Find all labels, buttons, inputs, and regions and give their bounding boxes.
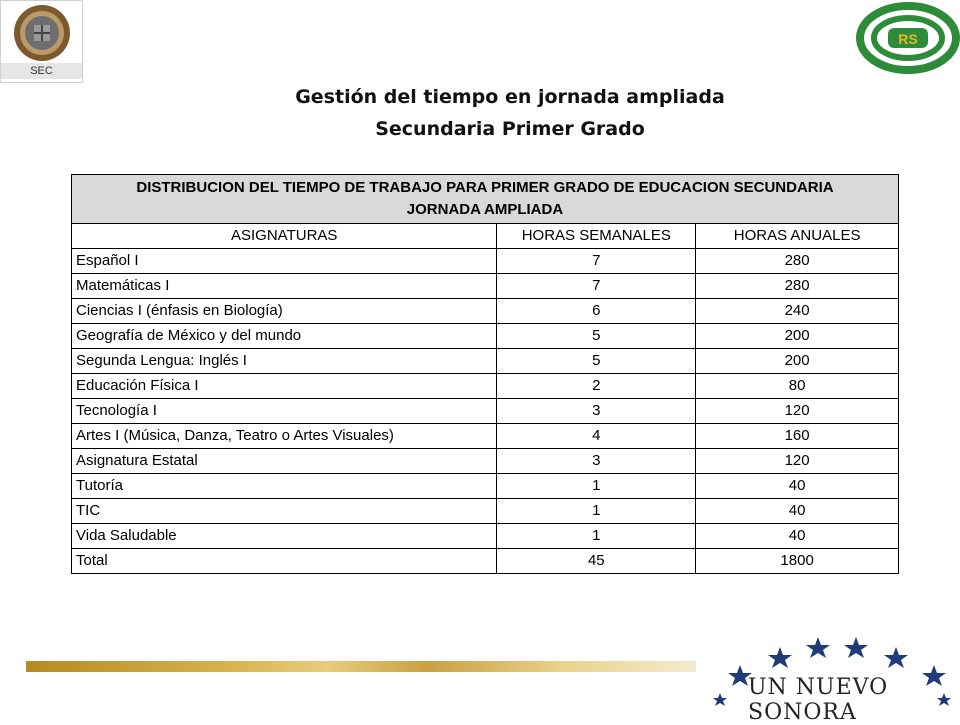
subject-cell: Vida Saludable	[72, 524, 497, 549]
column-header-annual: HORAS ANUALES	[696, 224, 899, 249]
gold-divider-bar	[26, 661, 696, 672]
table-row	[72, 299, 899, 324]
table-row	[72, 549, 899, 574]
table-row	[72, 324, 899, 349]
column-header-subjects: ASIGNATURAS	[72, 224, 497, 249]
table-header	[72, 175, 899, 224]
table-row	[72, 499, 899, 524]
annual-hours-cell: 280	[696, 274, 899, 299]
table-row	[72, 474, 899, 499]
subject-cell: Tutoría	[72, 474, 497, 499]
rs-label: RS	[898, 31, 918, 47]
table-row	[72, 524, 899, 549]
subject-cell: TIC	[72, 499, 497, 524]
rs-logo	[856, 0, 960, 74]
sec-logo	[0, 0, 83, 83]
table-header-title: DISTRIBUCION DEL TIEMPO DE TRABAJO PARA PRIMER GRADO DE EDUCACION SECUNDARIA	[136, 179, 834, 196]
annual-hours-cell: 120	[696, 399, 899, 424]
table-row	[72, 449, 899, 474]
weekly-hours-cell: 1	[497, 524, 696, 549]
annual-hours-cell: 200	[696, 324, 899, 349]
weekly-hours-cell: 3	[497, 449, 696, 474]
weekly-hours-cell: 2	[497, 374, 696, 399]
page-title: Gestión del tiempo en jornada ampliada	[295, 86, 725, 108]
table-row	[72, 274, 899, 299]
page-subtitle: Secundaria Primer Grado	[375, 118, 645, 140]
annual-hours-cell: 80	[696, 374, 899, 399]
table-row	[72, 424, 899, 449]
annual-hours-cell: 240	[696, 299, 899, 324]
subject-cell: Español I	[72, 249, 497, 274]
subject-cell: Educación Física I	[72, 374, 497, 399]
weekly-hours-cell: 1	[497, 499, 696, 524]
table-row	[72, 349, 899, 374]
weekly-hours-cell: 5	[497, 349, 696, 374]
sec-label: SEC	[1, 63, 82, 79]
subject-cell: Total	[72, 549, 497, 574]
weekly-hours-cell: 7	[497, 274, 696, 299]
weekly-hours-cell: 5	[497, 324, 696, 349]
column-headers	[72, 224, 899, 249]
subject-cell: Segunda Lengua: Inglés I	[72, 349, 497, 374]
table-header-subtitle: JORNADA AMPLIADA	[406, 201, 564, 218]
subject-cell: Geografía de México y del mundo	[72, 324, 497, 349]
weekly-hours-cell: 3	[497, 399, 696, 424]
annual-hours-cell: 280	[696, 249, 899, 274]
weekly-hours-cell: 6	[497, 299, 696, 324]
annual-hours-cell: 40	[696, 524, 899, 549]
table-row	[72, 374, 899, 399]
weekly-hours-cell: 7	[497, 249, 696, 274]
table-row	[72, 249, 899, 274]
subject-cell: Tecnología I	[72, 399, 497, 424]
subject-cell: Artes I (Música, Danza, Teatro o Artes Visuales)	[72, 424, 497, 449]
weekly-hours-cell: 4	[497, 424, 696, 449]
table-row	[72, 399, 899, 424]
annual-hours-cell: 40	[696, 474, 899, 499]
annual-hours-cell: 160	[696, 424, 899, 449]
subject-cell: Asignatura Estatal	[72, 449, 497, 474]
seal-icon	[9, 3, 75, 63]
column-header-weekly: HORAS SEMANALES	[497, 224, 696, 249]
annual-hours-cell: 200	[696, 349, 899, 374]
un-nuevo-sonora-label: UN NUEVO SONORA	[748, 675, 889, 725]
weekly-hours-cell: 45	[497, 549, 696, 574]
annual-hours-cell: 1800	[696, 549, 899, 574]
weekly-hours-cell: 1	[497, 474, 696, 499]
subject-cell: Matemáticas I	[72, 274, 497, 299]
annual-hours-cell: 120	[696, 449, 899, 474]
subject-cell: Ciencias I (énfasis en Biología)	[72, 299, 497, 324]
distribution-table	[71, 174, 899, 574]
annual-hours-cell: 40	[696, 499, 899, 524]
